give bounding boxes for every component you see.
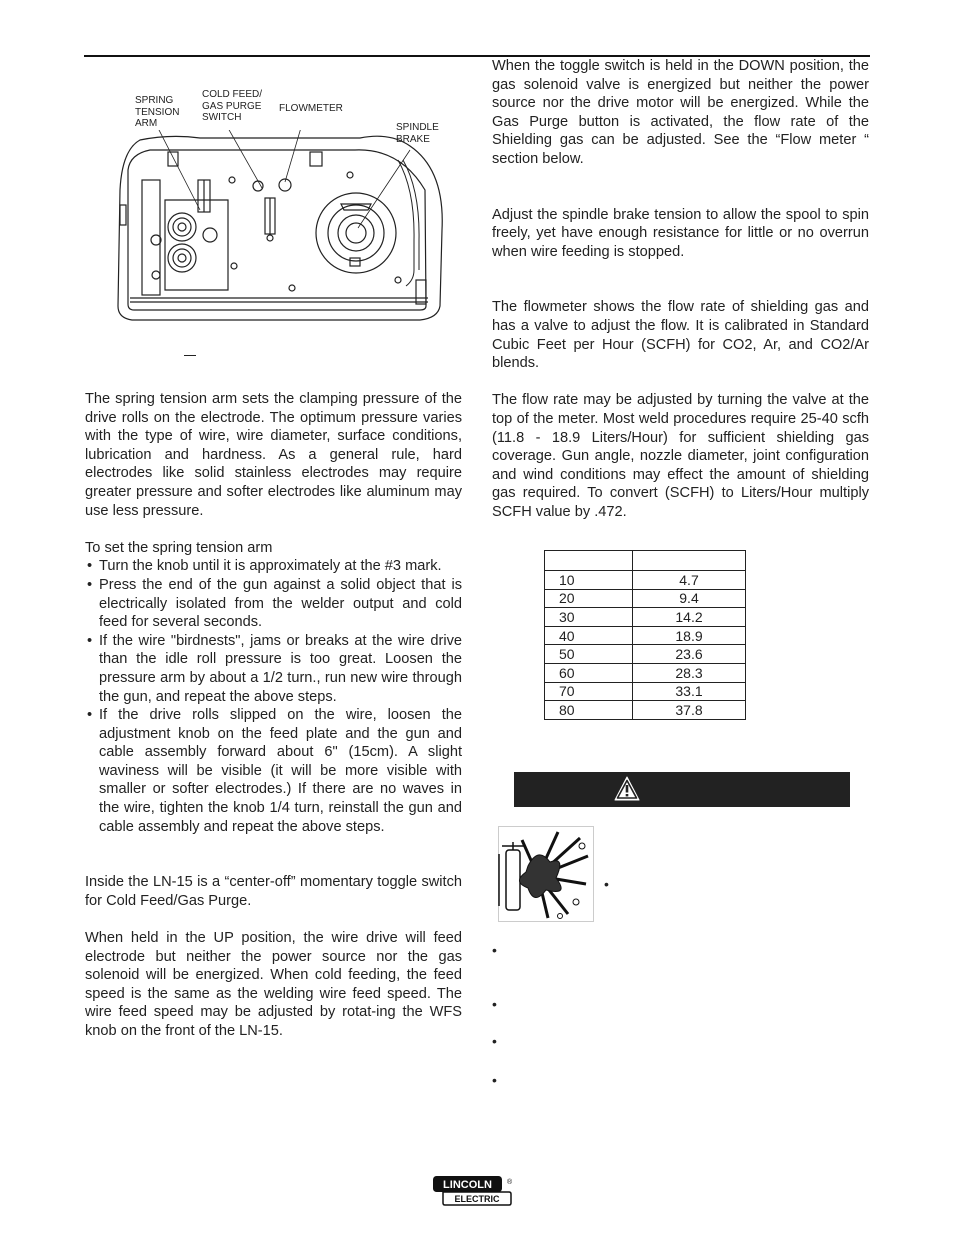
label-flowmeter: FLOWMETER	[279, 103, 343, 114]
table-cell: 9.4	[633, 589, 746, 608]
warning-banner	[514, 772, 850, 807]
table-row	[545, 626, 746, 645]
table-cell: 40	[545, 626, 633, 645]
left-column	[85, 390, 462, 1041]
up-position-paragraph: When held in the UP position, the wire drive will feed electrode but neither the power source nor the gas solenoid will be energized. When cold feeding, the feed speed is the same as the welding wire feed speed. The wire feed speed may be adjusted by rotat-ing the WFS knob on the front of the LN-15.	[85, 930, 462, 1039]
warning-bullet: •	[604, 876, 609, 892]
registered-mark: ®	[507, 1179, 513, 1186]
lincoln-electric-logo	[433, 1176, 515, 1211]
table-cell: 20	[545, 589, 633, 608]
table-row	[545, 701, 746, 720]
table-row	[545, 608, 746, 627]
toggle-switch-paragraph: Inside the LN-15 is a “center-off” momentary toggle switch for Cold Feed/Gas Purge.	[85, 874, 462, 909]
table-cell: 30	[545, 608, 633, 627]
set-arm-steps	[85, 557, 462, 836]
list-item: • If the wire "birdnests", jams or breaks at the wire drive than the idle roll pressure is too great. Loosen the pressure arm by about a 1/2 turn., run new wire through the gun, and repeat the above steps.	[85, 632, 462, 706]
table-row	[545, 663, 746, 682]
warning-bullet: •	[492, 1033, 497, 1049]
table-cell: 37.8	[633, 701, 746, 720]
table-cell: 28.3	[633, 663, 746, 682]
set-arm-intro: To set the spring tension arm	[85, 539, 273, 556]
label-cold-feed-switch: COLD FEED/ GAS PURGE SWITCH	[202, 89, 263, 123]
table-row	[545, 589, 746, 608]
warning-bullet: •	[492, 1072, 497, 1088]
table-row	[545, 682, 746, 701]
warning-triangle-icon	[614, 776, 640, 802]
table-cell: 10	[545, 571, 633, 590]
label-spring-tension-arm: SPRING TENSION ARM	[135, 95, 180, 129]
warning-bullet: •	[492, 942, 497, 958]
down-position-paragraph: When the toggle switch is held in the DOWN position, the gas solenoid valve is energized but neither the power source nor the drive motor will be energized. While the Gas Purge button is activated, the flow rate of the Shielding gas can be adjusted. See the “Flow meter “ section below.	[492, 58, 869, 167]
table-row	[545, 645, 746, 664]
table-cell: 23.6	[633, 645, 746, 664]
spindle-brake-paragraph: Adjust the spindle brake tension to allow the spool to spin freely, yet have enough resistance for little or no overrun when wire feeding is stopped.	[492, 206, 869, 260]
table-cell: 14.2	[633, 608, 746, 627]
table-cell: 18.9	[633, 626, 746, 645]
list-item: • If the drive rolls slipped on the wire, loosen the adjustment knob on the feed plate and the gun and cable assembly forward about 6" (15cm). A slight waviness will be visible (it will be more visible with smaller or softer electrodes.) If there are no waves in the wire, tighten the knob 1/4 turn, reinstall the gun and cable assembly and repeat the above steps.	[85, 706, 462, 836]
list-item: • Press the end of the gun against a solid object that is electrically isolated from the welder output and cold feed for several seconds.	[85, 576, 462, 632]
right-column	[492, 57, 869, 521]
table-cell: 70	[545, 682, 633, 701]
logo-bottom-text: ELECTRIC	[454, 1194, 500, 1204]
wire-feeder-figure	[110, 130, 450, 330]
table-row	[545, 571, 746, 590]
table-header-cell	[633, 551, 746, 571]
flow-conversion-table	[544, 550, 746, 720]
flow-rate-paragraph: The flow rate may be adjusted by turning the valve at the top of the meter. Most weld procedures require 25-40 scfh (11.8 - 18.9 Liters/Hour) for sufficient shielding gas coverage. Gun angle, nozzle diameter, joint configuration and wind conditions may effect the amount of shielding gas required. To convert (SCFH) to Liters/Hour multiply SCFH value by .472.	[492, 392, 869, 520]
spring-tension-paragraph: The spring tension arm sets the clamping pressure of the drive rolls on the electrode. The optimum pressure varies with the type of wire, wire diameter, surface conditions, lubrication and hardness. As a general rule, hard electrodes like solid stainless electrodes may require greater pressure and softer electrodes like aluminum may use less pressure.	[85, 391, 462, 519]
table-header-row	[545, 551, 746, 571]
figure-caption-mark	[184, 355, 196, 356]
logo-badge	[433, 1176, 515, 1206]
logo-top-text: LINCOLN	[443, 1179, 492, 1191]
list-item: • Turn the knob until it is approximately at the #3 mark.	[85, 557, 462, 576]
table-cell: 33.1	[633, 682, 746, 701]
table-cell: 50	[545, 645, 633, 664]
warning-bullet: •	[492, 996, 497, 1012]
label-spindle-brake: SPINDLE BRAKE	[396, 122, 439, 145]
flowmeter-paragraph: The flowmeter shows the flow rate of shielding gas and has a valve to adjust the flow. It is calibrated in Standard Cubic Feet per Hour (SCFH) for CO2, Ar, and CO2/Ar blends.	[492, 299, 869, 372]
table-cell: 4.7	[633, 571, 746, 590]
cylinder-explosion-icon	[498, 826, 594, 922]
table-cell: 80	[545, 701, 633, 720]
table-header-cell	[545, 551, 633, 571]
table-cell: 60	[545, 663, 633, 682]
